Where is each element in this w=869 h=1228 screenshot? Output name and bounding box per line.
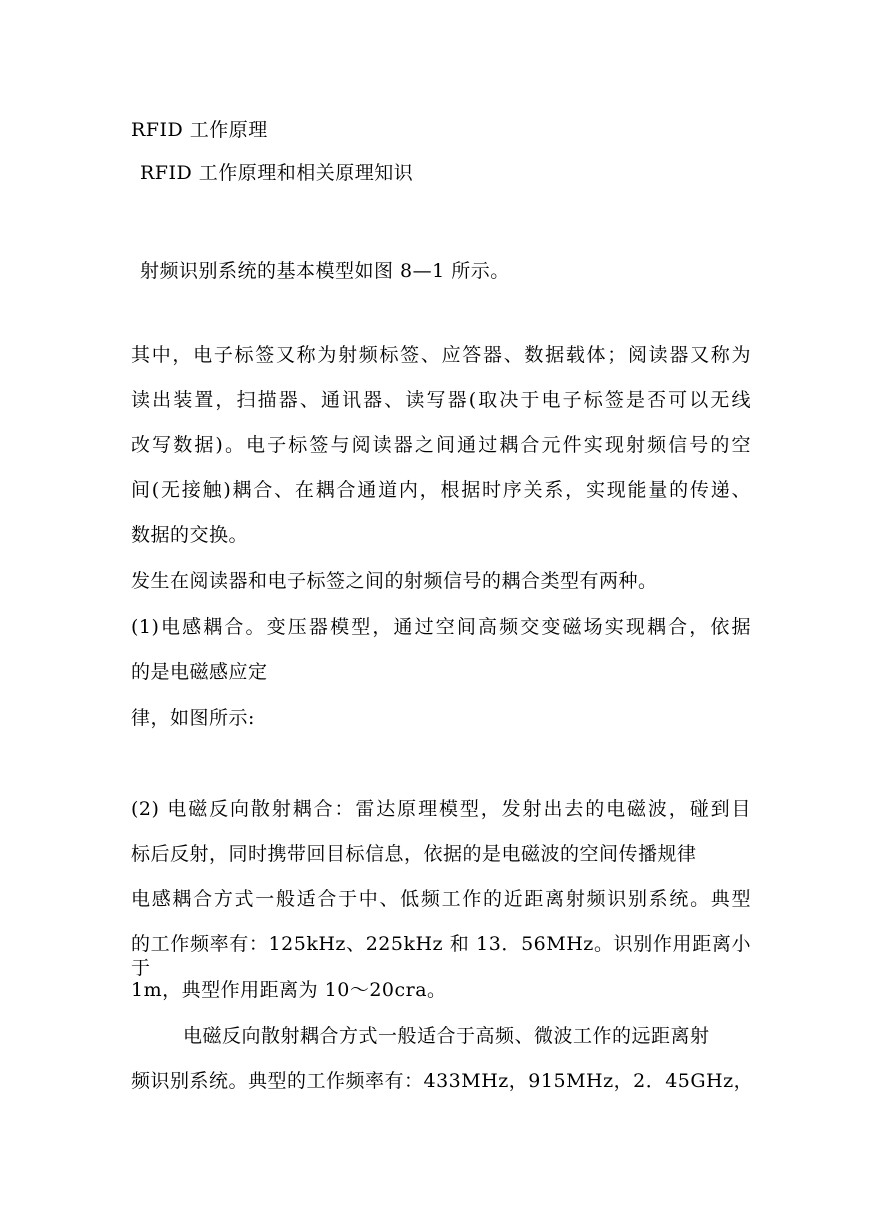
paragraph-1-line-5: 数据的交换。 bbox=[131, 524, 249, 546]
coupling-1-line-1: (1)电感耦合。变压器模型，通过空间高频交变磁场实现耦合，依据 bbox=[131, 616, 751, 638]
last-paragraph-line-1: 电磁反向散射耦合方式一般适合于高频、微波工作的远距离射 bbox=[183, 1025, 710, 1047]
last-paragraph-line-2: 频识别系统。典型的工作频率有：433MHz，915MHz，2．45GHz， bbox=[131, 1070, 754, 1092]
paragraph-1-line-2: 读出装置，扫描器、通讯器、读写器(取决于电子标签是否可以无线 bbox=[131, 389, 751, 411]
coupling-2-line-1: (2) 电磁反向散射耦合：雷达原理模型，发射出去的电磁波，碰到目 bbox=[131, 798, 751, 820]
paragraph-1-line-1: 其中，电子标签又称为射频标签、应答器、数据载体；阅读器又称为 bbox=[131, 344, 751, 366]
document-subtitle: RFID 工作原理和相关原理知识 bbox=[140, 162, 414, 184]
coupling-2-line-5: 1m，典型作用距离为 10～20cra。 bbox=[131, 979, 447, 1001]
document-title: RFID 工作原理 bbox=[131, 119, 268, 141]
intro-line: 射频识别系统的基本模型如图 8—1 所示。 bbox=[140, 260, 510, 282]
paragraph-1-line-4: 间(无接触)耦合、在耦合通道内，根据时序关系，实现能量的传递、 bbox=[131, 479, 751, 501]
coupling-intro: 发生在阅读器和电子标签之间的射频信号的耦合类型有两种。 bbox=[131, 570, 658, 592]
coupling-2-line-4: 的工作频率有：125kHz、225kHz 和 13．56MHz。识别作用距离小于 bbox=[131, 933, 751, 979]
coupling-2-line-2: 标后反射，同时携带回目标信息，依据的是电磁波的空间传播规律 bbox=[131, 843, 697, 865]
coupling-1-line-3: 律，如图所示: bbox=[131, 707, 255, 729]
paragraph-1-line-3: 改写数据)。电子标签与阅读器之间通过耦合元件实现射频信号的空 bbox=[131, 434, 751, 456]
coupling-1-line-2: 的是电磁感应定 bbox=[131, 661, 268, 683]
coupling-2-line-3: 电感耦合方式一般适合于中、低频工作的近距离射频识别系统。典型 bbox=[131, 888, 751, 910]
